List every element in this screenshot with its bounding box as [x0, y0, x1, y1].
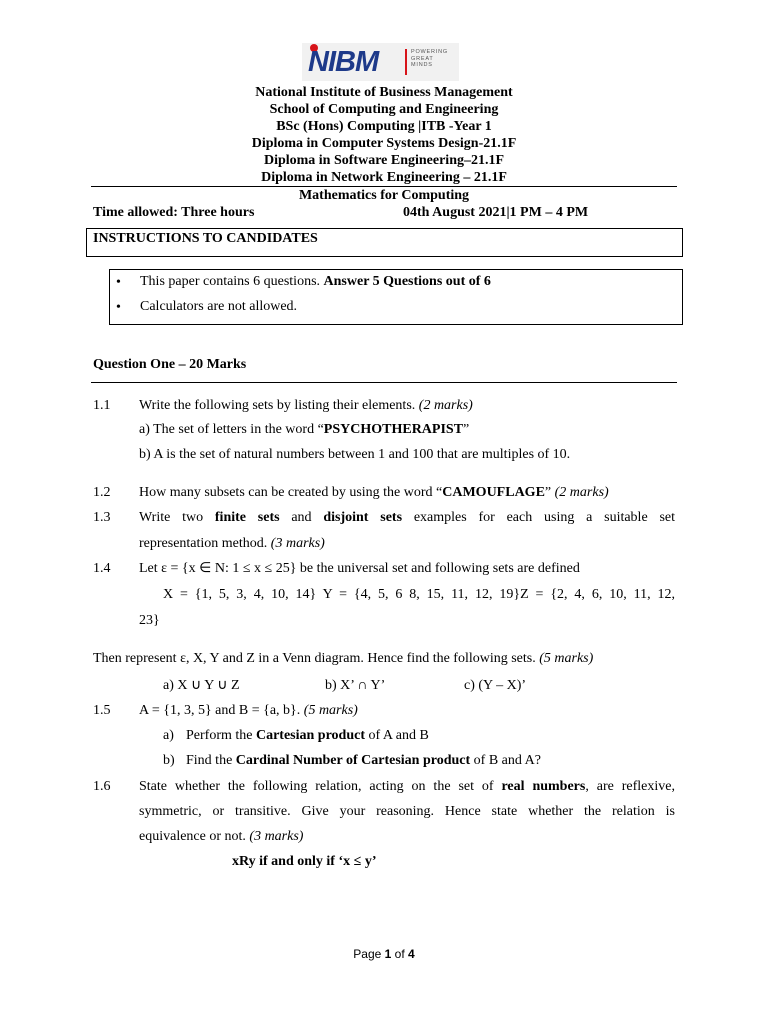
- instruction-item-1: This paper contains 6 questions. Answer 5 Questions out of 6: [140, 274, 491, 289]
- question-1-6-relation: xRy if and only if ‘x ≤ y’: [232, 854, 377, 869]
- question-1-4-then: Then represent ε, X, Y and Z in a Venn diagram. Hence find the following sets. (5 marks): [93, 651, 594, 666]
- question-1-4-c: c) (Y – X)’: [464, 678, 527, 693]
- question-1-5-b-label: b): [163, 753, 175, 768]
- instructions-title-box: [86, 228, 683, 257]
- time-allowed: Time allowed: Three hours: [93, 205, 255, 220]
- diploma-software-engineering: Diploma in Software Engineering–21.1F: [263, 153, 505, 168]
- nibm-logo: [302, 43, 459, 81]
- bullet-icon: •: [116, 275, 121, 290]
- question-1-5-text: A = {1, 3, 5} and B = {a, b}. (5 marks): [139, 703, 358, 718]
- logo-divider: [405, 49, 407, 75]
- institute-name: National Institute of Business Management: [255, 85, 513, 100]
- question-rule: [91, 382, 677, 383]
- question-number: 1.3: [93, 510, 111, 525]
- question-1-3-line-2: representation method. (3 marks): [139, 536, 325, 551]
- question-1-6-line-2: symmetric, or transitive. Give your reasoning. Hence state whether the relation is: [139, 804, 675, 819]
- programme-name: BSc (Hons) Computing |ITB -Year 1: [276, 119, 492, 134]
- instruction-item-2: Calculators are not allowed.: [140, 299, 298, 314]
- bullet-icon: •: [116, 300, 121, 315]
- instructions-title: INSTRUCTIONS TO CANDIDATES: [93, 231, 318, 246]
- question-number: 1.6: [93, 779, 111, 794]
- question-number: 1.5: [93, 703, 111, 718]
- question-1-1-text: Write the following sets by listing their elements. (2 marks): [139, 398, 473, 413]
- question-1-1-a: a) The set of letters in the word “PSYCHOTHERAPIST”: [139, 422, 470, 437]
- question-1-2-text: How many subsets can be created by using the word “CAMOUFLAGE” (2 marks): [139, 485, 609, 500]
- diploma-systems-design: Diploma in Computer Systems Design-21.1F: [251, 136, 517, 151]
- question-1-6-line-1: State whether the following relation, acting on the set of real numbers, are reflexive,: [139, 779, 675, 794]
- question-1-4-a: a) X ∪ Y ∪ Z: [163, 678, 240, 693]
- question-1-4-sets-cont: 23}: [139, 613, 160, 628]
- question-1-5-a: Perform the Cartesian product of A and B: [186, 728, 429, 743]
- page-footer: Page 1 of 4: [353, 947, 415, 961]
- school-name: School of Computing and Engineering: [269, 102, 499, 117]
- question-1-3-line-1: Write two finite sets and disjoint sets examples for each using a suitable set: [139, 510, 676, 525]
- question-1-4-sets: X = {1, 5, 3, 4, 10, 14} Y = {4, 5, 6 8, 15, 11, 12, 19}Z = {2, 4, 6, 10, 11, 12,: [163, 587, 675, 602]
- diploma-network-engineering: Diploma in Network Engineering – 21.1F: [261, 170, 507, 185]
- question-1-1-b: b) A is the set of natural numbers between 1 and 100 that are multiples of 10.: [139, 447, 571, 462]
- instructions-list-box: [109, 269, 683, 325]
- question-1-6-line-3: equivalence or not. (3 marks): [139, 829, 304, 844]
- question-1-5-a-label: a): [163, 728, 174, 743]
- question-one-heading: Question One – 20 Marks: [93, 357, 247, 372]
- question-number: 1.1: [93, 398, 111, 413]
- header-rule: [91, 186, 677, 187]
- question-1-4-text: Let ε = {x ∈ N: 1 ≤ x ≤ 25} be the universal set and following sets are defined: [139, 561, 580, 576]
- question-1-5-b: Find the Cardinal Number of Cartesian product of B and A?: [186, 753, 541, 768]
- question-number: 1.2: [93, 485, 111, 500]
- question-number: 1.4: [93, 561, 111, 576]
- logo-text: NIBM: [308, 46, 379, 78]
- exam-date: 04th August 2021|1 PM – 4 PM: [403, 205, 589, 220]
- logo-tagline: POWERING GREAT MINDS: [411, 49, 448, 68]
- question-1-4-b: b) X’ ∩ Y’: [325, 678, 386, 693]
- subject-title: Mathematics for Computing: [298, 188, 470, 203]
